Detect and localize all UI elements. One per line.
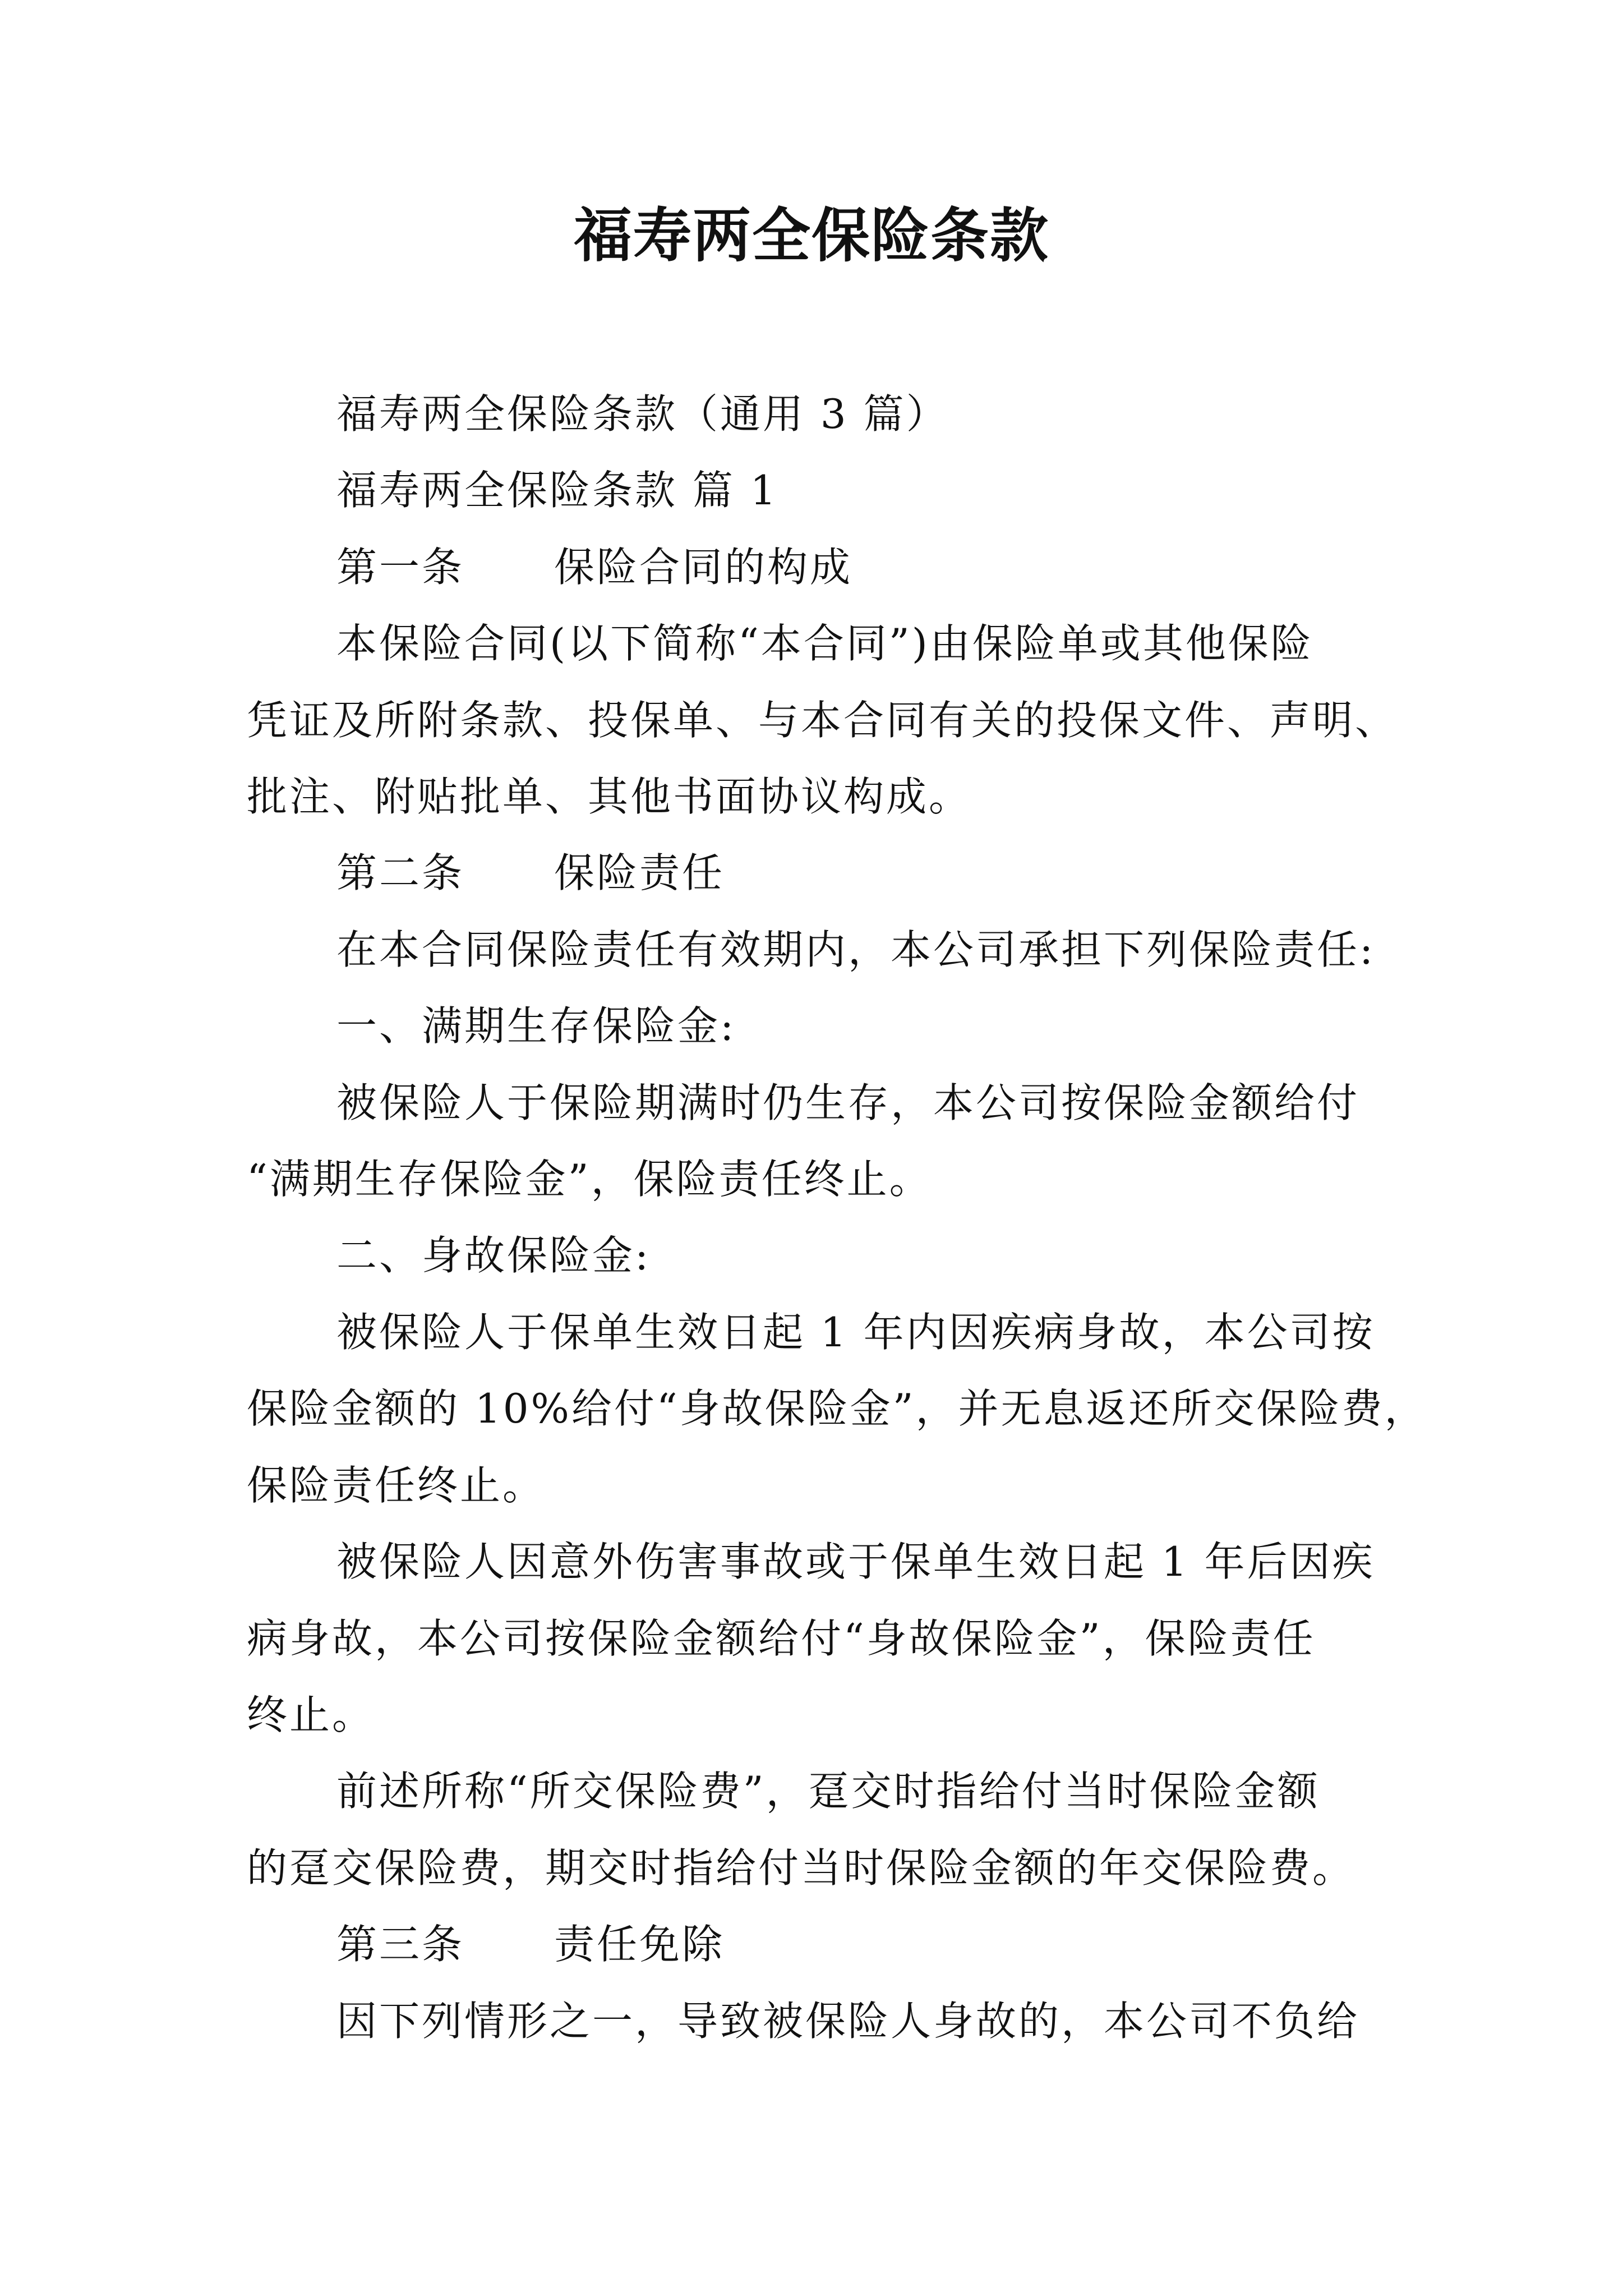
article-title: 保险责任 — [554, 849, 725, 897]
paragraph-line: 二、身故保险金: — [336, 1232, 651, 1280]
paragraph-line: 因下列情形之一，导致被保险人身故的，本公司不负给 — [336, 1997, 1360, 2045]
article-number: 第一条 — [336, 543, 465, 591]
article-heading-2 — [247, 835, 1385, 911]
paragraph-line: 一、满期生存保险金: — [336, 1002, 736, 1050]
paragraph-line: “满期生存保险金”，保险责任终止。 — [247, 1156, 932, 1203]
paragraph-line: 保险金额的 10%给付“身故保险金”，并无息返还所交保险费， — [247, 1385, 1427, 1433]
article-heading-3 — [247, 1906, 1385, 1982]
paragraph-line: 被保险人因意外伤害事故或于保单生效日起 1 年后因疾 — [336, 1538, 1375, 1586]
paragraph-line: 前述所称“所交保险费”，趸交时指给付当时保险金额 — [336, 1768, 1320, 1815]
document-title: 福寿两全保险条款 — [573, 201, 1049, 270]
paragraph-line: 终止。 — [247, 1691, 375, 1738]
paragraph-line: 被保险人于保单生效日起 1 年内因疾病身故，本公司按 — [336, 1308, 1375, 1356]
article-heading-1 — [247, 529, 1385, 605]
article-number: 第三条 — [336, 1921, 465, 1968]
article-title: 保险合同的构成 — [554, 543, 853, 591]
paragraph-line: 凭证及所附条款、投保单、与本合同有关的投保文件、声明、 — [247, 696, 1398, 744]
paragraph-line: 在本合同保险责任有效期内，本公司承担下列保险责任: — [336, 926, 1376, 973]
subtitle-line: 福寿两全保险条款（通用 3 篇） — [336, 390, 949, 438]
article-number: 第二条 — [336, 849, 465, 897]
paragraph-line: 保险责任终止。 — [247, 1461, 546, 1509]
document-body — [247, 376, 1427, 2059]
paragraph-line: 的趸交保险费，期交时指给付当时保险金额的年交保险费。 — [247, 1844, 1355, 1892]
paragraph-line: 病身故，本公司按保险金额给付“身故保险金”，保险责任 — [247, 1614, 1316, 1662]
paragraph-line: 本保险合同(以下简称“本合同”)由保险单或其他保险 — [336, 620, 1313, 668]
section-title-line: 福寿两全保险条款 篇 1 — [336, 467, 778, 514]
paragraph-line: 被保险人于保险期满时仍生存，本公司按保险金额给付 — [336, 1079, 1360, 1126]
article-title: 责任免除 — [554, 1921, 725, 1968]
paragraph-line: 批注、附贴批单、其他书面协议构成。 — [247, 773, 972, 821]
